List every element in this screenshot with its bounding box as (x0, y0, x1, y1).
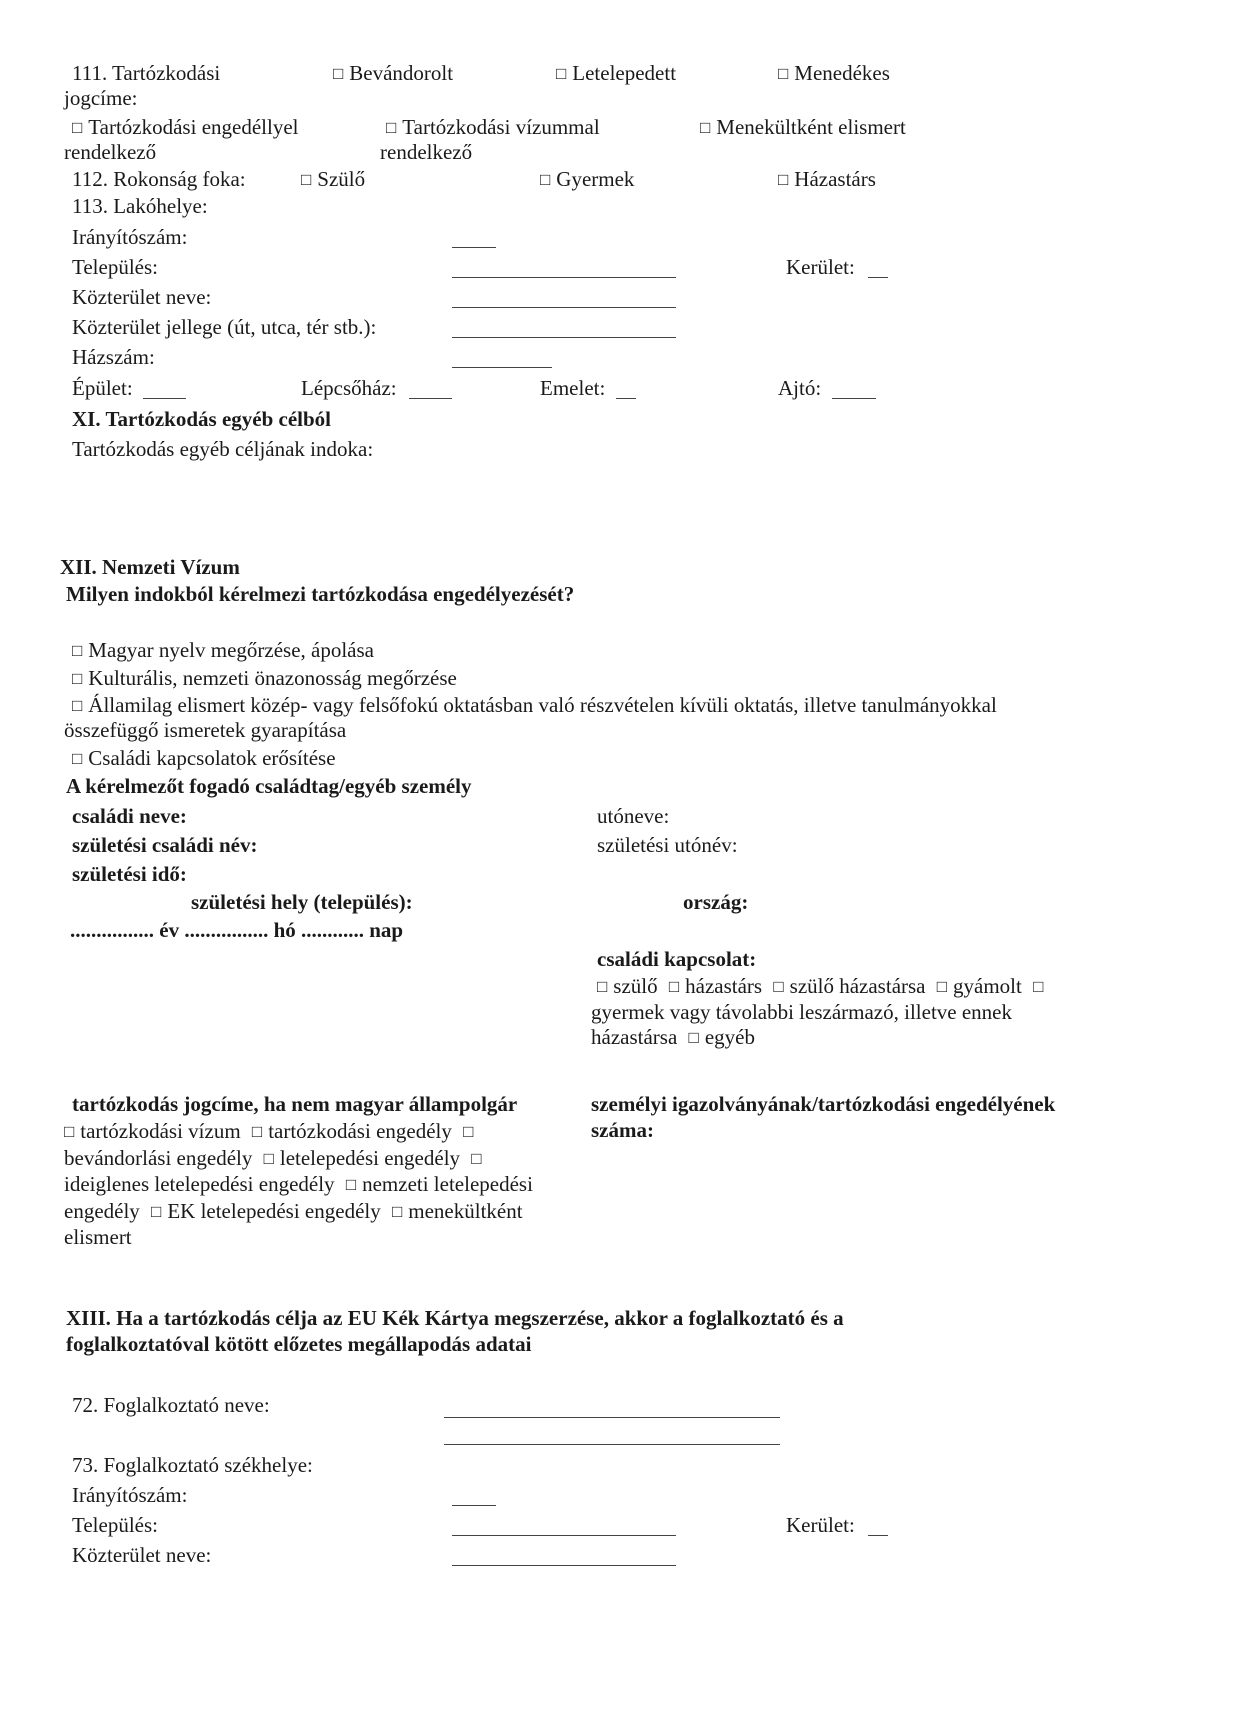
country-label: ország: (683, 890, 749, 914)
checkbox-label: elismert (64, 1225, 132, 1249)
door-field[interactable] (832, 398, 876, 399)
employer-name-field-2[interactable] (444, 1444, 780, 1445)
checkbox-label: Kulturális, nemzeti önazonosság megőrzése (88, 666, 457, 690)
checkbox-magyar-nyelv[interactable] (72, 638, 374, 663)
family-relation-title: családi kapcsolat: (597, 947, 757, 971)
checkbox-basis-immigration[interactable]: □ (463, 1122, 474, 1141)
checkbox-basis-permit[interactable]: □ (251, 1122, 263, 1141)
employer-seat-label: 73. Foglalkoztató székhelye: (72, 1453, 313, 1477)
checkbox-label: menekültként (408, 1198, 523, 1223)
building-field[interactable] (143, 398, 186, 399)
checkbox-label: Gyermek (556, 167, 635, 191)
building-label: Épület: (72, 376, 133, 400)
checkbox-label: Családi kapcsolatok erősítése (88, 746, 336, 770)
city-label: Település: (72, 255, 158, 279)
stair-label: Lépcsőház: (301, 376, 397, 400)
checkbox-szulo[interactable] (301, 167, 365, 192)
employer-name-label: 72. Foglalkoztató neve: (72, 1393, 270, 1417)
checkbox-label: engedély (64, 1198, 140, 1223)
street-label: Közterület neve: (72, 285, 212, 309)
checkbox-label: gyámolt (953, 974, 1022, 998)
house-field[interactable] (452, 367, 552, 368)
checkbox-letelepedett[interactable] (556, 61, 676, 86)
section-xii-title: XII. Nemzeti Vízum (60, 555, 240, 579)
section-xiii-title: XIII. Ha a tartózkodás célja az EU Kék Kártya megszerzése, akkor a foglalkoztató és a (66, 1306, 844, 1330)
birth-given-name-label: születési utónév: (597, 833, 738, 857)
checkbox-kulturalis[interactable] (72, 666, 457, 691)
checkbox-label: Szülő (317, 167, 366, 191)
checkbox-label: ideiglenes letelepedési engedély (64, 1172, 335, 1196)
checkbox-label: Menedékes (794, 61, 890, 85)
checkbox-label: Államilag elismert közép- vagy felsőfokú oktatásban való részvételen kívüli oktatás, illetve tanulmányokkal (88, 693, 997, 717)
s111-label: 111. Tartózkodási (72, 61, 221, 85)
checkbox-label: házastársa (591, 1025, 678, 1049)
checkbox-label: letelepedési engedély (279, 1145, 461, 1170)
checkbox-label: Magyar nyelv megőrzése, ápolása (88, 638, 374, 662)
checkbox-label: házastárs (685, 974, 763, 998)
other-purpose-label: Tartózkodás egyéb céljának indoka: (72, 437, 374, 461)
district-label: Kerület: (786, 1513, 855, 1537)
checkbox-basis-settlement[interactable]: □ (263, 1148, 274, 1168)
section-xi-title: XI. Tartózkodás egyéb célból (72, 407, 332, 431)
checkbox-rel-child[interactable]: □ (1033, 977, 1044, 996)
checkbox-basis-visa[interactable]: □ (64, 1122, 75, 1141)
residence-basis-title: tartózkodás jogcíme, ha nem magyar állampolgár (72, 1092, 518, 1116)
checkbox-label: Tartózkodási engedéllyel (88, 115, 299, 139)
given-name-label: utóneve: (597, 804, 670, 828)
zip-field[interactable] (452, 247, 496, 248)
street-field[interactable] (452, 1565, 676, 1566)
residence-basis-options (64, 1119, 584, 1251)
checkbox-oktatas[interactable] (72, 693, 997, 718)
checkbox-rel-other[interactable]: □ (688, 1028, 699, 1047)
checkbox-label: Letelepedett (572, 61, 677, 85)
checkbox-label-cont: rendelkező (64, 140, 157, 164)
family-relation-options (591, 974, 1091, 1051)
house-label: Házszám: (72, 345, 155, 369)
district-field[interactable] (868, 1535, 888, 1536)
door-label: Ajtó: (778, 376, 822, 400)
checkbox-hazastars[interactable] (778, 167, 876, 192)
checkbox-label: Menekültként elismert (716, 115, 906, 139)
floor-label: Emelet: (540, 376, 606, 400)
stair-field[interactable] (409, 398, 452, 399)
checkbox-label: nemzeti letelepedési (362, 1172, 533, 1196)
employer-name-field[interactable] (444, 1417, 780, 1418)
city-label: Település: (72, 1513, 158, 1537)
checkbox-label: szülő házastársa (789, 974, 926, 998)
birth-date-label: születési idő: (72, 862, 187, 886)
s113-label: 113. Lakóhelye: (72, 194, 208, 218)
checkbox-basis-ek-settlement[interactable]: □ (151, 1201, 162, 1221)
checkbox-menekult[interactable] (700, 115, 906, 140)
checkbox-menedekes[interactable] (778, 61, 890, 86)
birth-place-label: születési hely (település): (191, 890, 413, 914)
section-xii-question: Milyen indokból kérelmezi tartózkodása engedélyezését? (66, 582, 575, 606)
checkbox-bevandorolt[interactable] (333, 61, 453, 86)
host-person-title: A kérelmezőt fogadó családtag/egyéb személy (66, 774, 472, 798)
checkbox-csaladi-kapcsolatok[interactable] (72, 746, 336, 771)
birth-family-name-label: születési családi név: (72, 833, 258, 857)
checkbox-label: Bevándorolt (349, 61, 454, 85)
checkbox-label: bevándorlási engedély (64, 1145, 253, 1170)
checkbox-basis-refugee[interactable]: □ (391, 1201, 403, 1221)
zip-field[interactable] (452, 1505, 496, 1506)
checkbox-label: Házastárs (794, 167, 876, 191)
street-label: Közterület neve: (72, 1543, 212, 1567)
floor-field[interactable] (616, 398, 636, 399)
street-field[interactable] (452, 307, 676, 308)
city-field[interactable] (452, 277, 676, 278)
checkbox-basis-national-settlement[interactable]: □ (345, 1175, 357, 1194)
checkbox-tartozkodasi-vizum[interactable] (386, 115, 600, 140)
street-type-label: Közterület jellege (út, utca, tér stb.): (72, 315, 377, 339)
checkbox-label: EK letelepedési engedély (167, 1198, 381, 1223)
s111-label-cont: jogcíme: (64, 86, 138, 110)
checkbox-label: tartózkodási vízum (80, 1119, 241, 1143)
checkbox-gyermek[interactable] (540, 167, 634, 192)
checkbox-label: egyéb (704, 1025, 755, 1049)
checkbox-rel-parent[interactable]: □ (597, 977, 608, 996)
checkbox-tartozkodasi-engedely[interactable] (72, 115, 298, 140)
checkbox-label: gyermek vagy távolabbi leszármazó, illetve ennek (591, 1000, 1012, 1024)
checkbox-label: Tartózkodási vízummal (402, 115, 600, 139)
family-name-label: családi neve: (72, 804, 187, 828)
id-number-title: személyi igazolványának/tartózkodási engedélyének (591, 1092, 1056, 1116)
id-number-title-cont: száma: (591, 1118, 654, 1142)
city-field[interactable] (452, 1535, 676, 1536)
district-label: Kerület: (786, 255, 855, 279)
district-field[interactable] (868, 277, 888, 278)
checkbox-label-cont: összefüggő ismeretek gyarapítása (64, 718, 347, 742)
checkbox-label: tartózkodási engedély (268, 1119, 452, 1143)
section-xiii-title-cont: foglalkoztatóval kötött előzetes megállapodás adatai (66, 1332, 532, 1356)
checkbox-rel-parent-spouse[interactable]: □ (773, 977, 784, 996)
checkbox-basis-temp-settlement[interactable]: □ (471, 1148, 482, 1168)
checkbox-label: szülő (613, 974, 658, 998)
zip-label: Irányítószám: (72, 225, 188, 249)
street-type-field[interactable] (452, 337, 676, 338)
checkbox-rel-ward[interactable]: □ (936, 977, 948, 996)
checkbox-rel-spouse[interactable]: □ (668, 977, 680, 996)
birth-date-field[interactable]: ................ év ................ hó ............ nap (70, 918, 404, 942)
s112-label: 112. Rokonság foka: (72, 167, 246, 191)
zip-label: Irányítószám: (72, 1483, 188, 1507)
checkbox-label-cont: rendelkező (380, 140, 473, 164)
